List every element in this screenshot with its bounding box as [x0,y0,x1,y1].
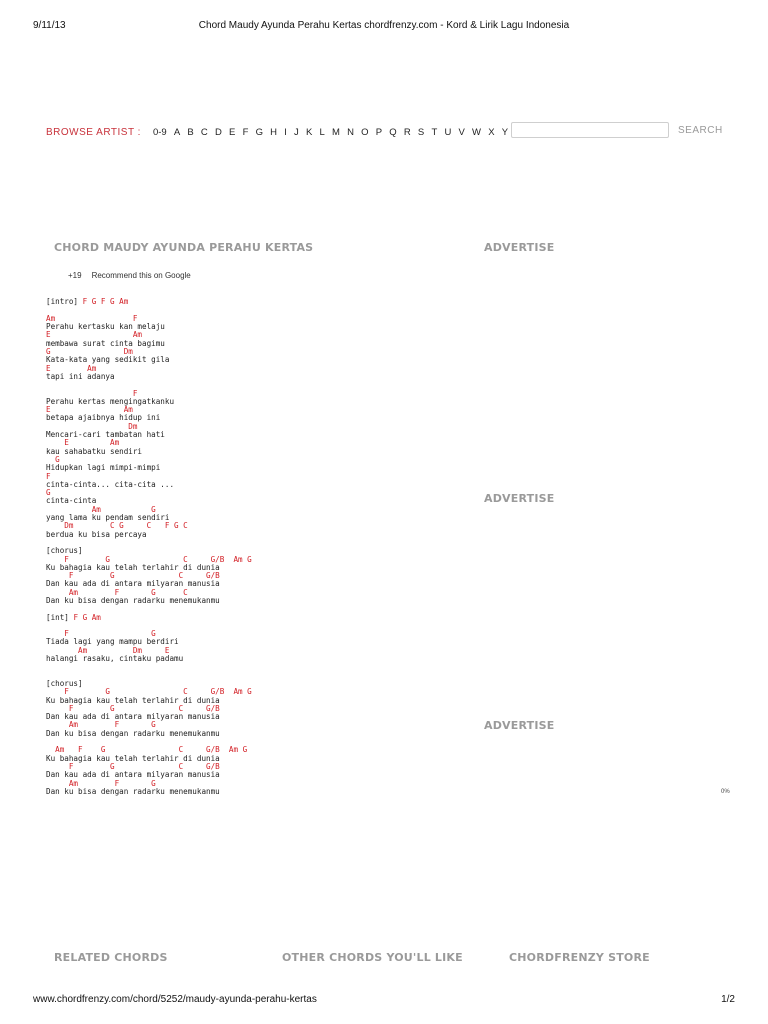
lyric-line: [chorus] [46,678,83,688]
chord-line: E Am [46,330,143,340]
lyric-line: berdua ku bisa percaya [46,529,147,539]
lyric-line: Kata-kata yang sedikit gila [46,355,170,365]
lyric-line: Hidupkan lagi mimpi-mimpi [46,463,161,473]
browse-letter-link[interactable]: C [200,126,208,138]
chord-line: E Am [46,363,97,373]
browse-letter-link[interactable]: P [375,126,383,138]
chord-line: F G C G/B Am G [46,554,252,564]
lyric-line: membawa surat cinta bagimu [46,338,165,348]
lyric-line: Dan ku bisa dengan radarku menemukanmu [46,786,220,796]
browse-letter-link[interactable]: G [255,126,263,138]
browse-letter-link[interactable]: N [347,126,354,138]
browse-letter-link[interactable]: I [284,126,287,138]
lyric-line: cinta-cinta [46,496,97,506]
browse-letter-link[interactable]: B [187,126,194,138]
lyric-line: Ku bahagia kau telah terlahir di dunia [46,753,220,763]
browse-letter-link[interactable]: L [319,126,325,138]
chord-line: F G C G/B [46,703,220,713]
footer-url: www.chordfrenzy.com/chord/5252/maudy-ayunda-perahu-kertas [33,994,317,1005]
browse-letter-link[interactable]: F [242,126,249,138]
chord-line: F G C G/B [46,761,220,771]
lyric-line: Perahu kertasku kan melaju [46,322,165,332]
other-chords-heading: OTHER CHORDS YOU'LL LIKE [282,951,463,964]
browse-artist-label: BROWSE ARTIST : [46,126,141,138]
lyric-line: kau sahabatku sendiri [46,446,143,456]
search-input[interactable] [511,122,669,138]
chord-line: F G C G/B [46,571,220,581]
browse-letter-link[interactable]: E [229,126,236,138]
browse-letter-link[interactable]: X [488,126,495,138]
chord-line: Dm [46,421,138,431]
lyric-line: betapa ajaibnya hidup ini [46,413,161,423]
browse-letter-link[interactable]: O [361,126,369,138]
chord-line: Am F [46,313,138,323]
chord-line: F G C G/B Am G [46,687,252,697]
lyric-line: Mencari-cari tambatan hati [46,430,165,440]
browse-letter-link[interactable]: D [214,126,222,138]
chord-text: F G Am [73,612,101,622]
chord-line: Dm C G C F G C [46,521,188,531]
browse-artist-bar [46,125,525,139]
chord-line: E Am [46,405,133,415]
lyric-line: Dan kau ada di antara milyaran manusia [46,712,220,722]
browse-letter-link[interactable]: S [417,126,425,138]
browse-letter-link[interactable]: Q [389,126,397,138]
chord-line: Am G [46,504,156,514]
chord-line: Am F G C [46,587,188,597]
chord-line: G Dm [46,347,133,357]
chord-line: F [46,471,51,481]
lyric-line: yang lama ku pendam sendiri [46,513,170,523]
print-title: Chord Maudy Ayunda Perahu Kertas chordfrenzy.com - Kord & Lirik Lagu Indonesia [198,20,570,31]
section-label: [int] [46,612,74,622]
browse-letter-link[interactable]: U [444,126,452,138]
lyric-line: Dan kau ada di antara milyaran manusia [46,579,220,589]
related-chords-heading: RELATED CHORDS [54,951,168,964]
chord-line: G [46,454,60,464]
browse-letter-link[interactable]: W [472,126,482,138]
chord-line: Am F G C G/B Am G [46,745,248,755]
section-label: [intro] [46,297,83,307]
browse-letter-link[interactable]: M [332,126,340,138]
chord-line: E Am [46,438,120,448]
chord-line: G [46,488,51,498]
lyric-line: Perahu kertas mengingatkanku [46,396,175,406]
advertise-heading: ADVERTISE [484,241,555,254]
lyric-section-line [46,298,252,306]
lyric-line: Dan ku bisa dengan radarku menemukanmu [46,728,220,738]
print-date: 9/11/13 [33,20,66,31]
browse-letters [153,127,525,138]
lyric-line [46,663,252,671]
browse-letter-link[interactable]: A [173,126,181,138]
lyric-line: [chorus] [46,546,83,556]
lyric-line: halangi rasaku, cintaku padamu [46,654,184,664]
browse-letter-link[interactable]: V [458,126,465,138]
search-button[interactable]: SEARCH [678,125,723,136]
side-mark: 0% [721,789,730,795]
browse-letter-link[interactable]: 0-9 [152,126,167,138]
lyric-line: Dan kau ada di antara milyaran manusia [46,770,220,780]
browse-letter-link[interactable]: H [270,126,278,138]
lyric-line: Tiada lagi yang mampu berdiri [46,637,179,647]
browse-letter-link[interactable]: R [403,126,411,138]
advertise-heading: ADVERTISE [484,492,555,505]
google-plus-recommend[interactable] [68,271,201,280]
chord-title: CHORD MAUDY AYUNDA PERAHU KERTAS [54,241,314,254]
browse-letter-link[interactable]: K [305,126,313,138]
lyric-line: tapi ini adanya [46,371,115,381]
chord-line: Am F G [46,778,156,788]
chord-line: F [46,388,138,398]
store-heading: CHORDFRENZY STORE [509,951,650,964]
advertise-heading: ADVERTISE [484,719,555,732]
lyric-line: Ku bahagia kau telah terlahir di dunia [46,695,220,705]
chord-line: Am F G [46,720,156,730]
chord-text: F G F G Am [82,297,129,307]
browse-letter-link[interactable]: Y [501,126,509,138]
lyric-line: Ku bahagia kau telah terlahir di dunia [46,562,220,572]
chord-lyrics [46,290,252,796]
google-plus-count: +19 [68,271,82,280]
browse-letter-link[interactable]: T [431,126,438,138]
lyric-section-line [46,614,252,622]
lyric-line: cinta-cinta... cita-cita ... [46,479,175,489]
google-plus-text: Recommend this on Google [91,271,191,280]
footer-page-number: 1/2 [721,994,735,1005]
chord-line: Am Dm E [46,645,170,655]
browse-letter-link[interactable]: J [294,126,299,138]
lyric-line: Dan ku bisa dengan radarku menemukanmu [46,595,220,605]
chord-line: F G [46,629,156,639]
